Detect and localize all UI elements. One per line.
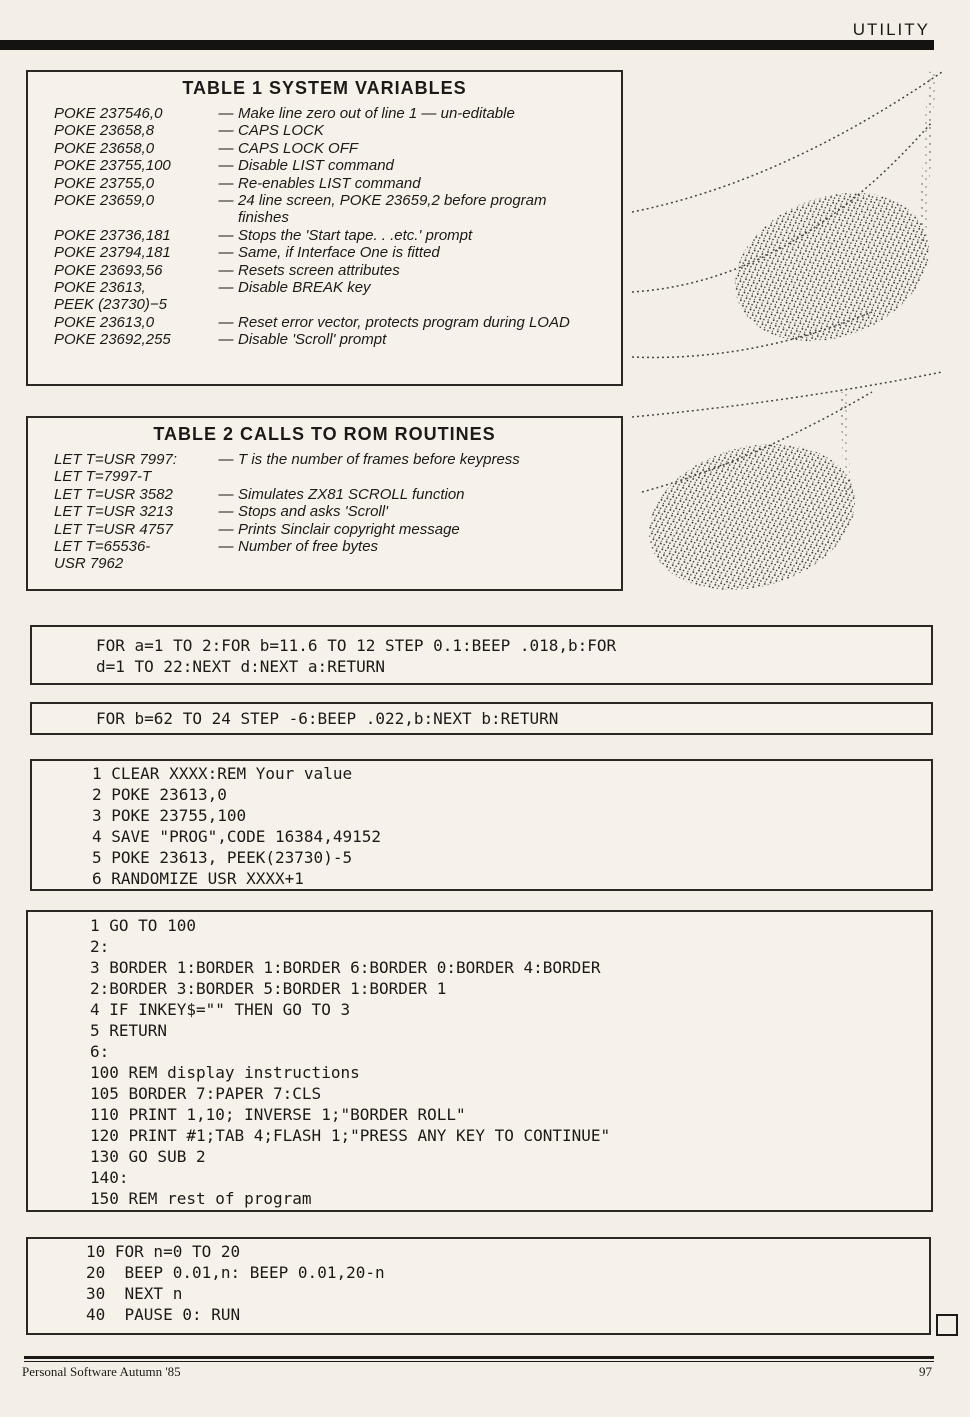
table-description: Re-enables LIST command	[238, 174, 421, 192]
table-row	[28, 192, 621, 227]
table-row	[28, 555, 621, 572]
table-code: POKE 23692,255	[54, 331, 171, 349]
table-code: LET T=USR 3582	[54, 485, 173, 503]
code-line: 6 RANDOMIZE USR XXXX+1	[92, 869, 304, 888]
table-dash	[214, 555, 238, 572]
table-code: POKE 23794,181	[54, 244, 171, 262]
code-line: 6:	[90, 1042, 110, 1061]
table-row	[28, 468, 621, 485]
table-row	[28, 244, 621, 261]
table-description: Make line zero out of line 1 — un-editable	[238, 105, 515, 122]
table-description: T is the number of frames before keypress	[238, 451, 520, 468]
table-dash: —	[218, 520, 234, 538]
table-row	[28, 279, 621, 296]
table-dash	[214, 468, 238, 485]
code-line: 4 IF INKEY$="" THEN GO TO 3	[90, 1000, 351, 1019]
code-line: 150 REM rest of program	[90, 1189, 312, 1208]
footer-rule-thin	[24, 1361, 934, 1362]
code-line: 40 PAUSE 0: RUN	[86, 1305, 241, 1324]
note-stem-upper	[922, 72, 932, 242]
music-notes-illustration	[632, 62, 952, 602]
table-dash: —	[218, 192, 234, 210]
table-code: LET T=USR 3213	[54, 503, 173, 521]
table-dash: —	[218, 485, 234, 503]
table-code: USR 7962	[54, 555, 124, 573]
table-description: Number of free bytes	[238, 538, 379, 556]
table-code: POKE 23658,8	[54, 122, 155, 140]
table-description: Same, if Interface One is fitted	[238, 244, 440, 262]
table-code: LET T=7997-T	[54, 468, 152, 486]
table-code: POKE 23613,	[54, 279, 146, 297]
table-code: LET T=65536-	[54, 538, 151, 556]
code-line: 5 POKE 23613, PEEK(23730)-5	[92, 848, 353, 867]
code-line: 5 RETURN	[90, 1021, 168, 1040]
table-description: Resets screen attributes	[238, 261, 400, 279]
table-dash: —	[218, 538, 234, 556]
table-dash: —	[218, 105, 234, 122]
table-dash: —	[218, 226, 234, 244]
code-line: 110 PRINT 1,10; INVERSE 1;"BORDER ROLL"	[90, 1105, 466, 1124]
code-line: FOR a=1 TO 2:FOR b=11.6 TO 12 STEP 0.1:BEEP .018,b:FOR	[96, 636, 617, 655]
table-description	[238, 468, 621, 485]
table-description: CAPS LOCK	[238, 122, 324, 140]
table-code: POKE 23755,100	[54, 157, 171, 175]
code-line: 1 CLEAR XXXX:REM Your value	[92, 764, 353, 783]
table-description: Disable LIST command	[238, 157, 394, 175]
table-code: POKE 23736,181	[54, 226, 171, 244]
listing5-box	[26, 1237, 931, 1335]
listing5-lines	[86, 1241, 929, 1325]
table-dash: —	[218, 174, 234, 192]
code-line: 130 GO SUB 2	[90, 1147, 206, 1166]
table-dash: —	[218, 244, 234, 262]
note-head-lower	[632, 422, 871, 602]
table-code: POKE 23693,56	[54, 261, 163, 279]
footer-publication: Personal Software Autumn '85	[22, 1364, 181, 1379]
table-description: Stops the 'Start tape. . .etc.' prompt	[238, 226, 473, 244]
code-line: 2:	[90, 937, 110, 956]
table-code: LET T=USR 4757	[54, 520, 173, 538]
table-description: 24 line screen, POKE 23659,2 before program finishes	[238, 192, 547, 227]
table-row	[28, 140, 621, 157]
table2-rows	[28, 451, 621, 573]
code-line: 140:	[90, 1168, 129, 1187]
listing4-box	[26, 910, 933, 1212]
table1-rows	[28, 105, 621, 349]
table-code: POKE 23659,0	[54, 192, 155, 210]
table2-box	[26, 416, 623, 591]
table-dash: —	[218, 331, 234, 349]
table-row	[28, 122, 621, 139]
code-line: 30 NEXT n	[86, 1284, 183, 1303]
table1-box	[26, 70, 623, 386]
end-of-article-mark	[936, 1314, 958, 1336]
code-line: 120 PRINT #1;TAB 4;FLASH 1;"PRESS ANY KEY TO CONTINUE"	[90, 1126, 611, 1145]
table-description: CAPS LOCK OFF	[238, 139, 359, 157]
footer-rule	[24, 1356, 934, 1359]
listing4-lines	[90, 915, 931, 1209]
table-row	[28, 538, 621, 555]
table-code: POKE 23755,0	[54, 174, 155, 192]
table-description: Disable BREAK key	[238, 279, 371, 297]
code-line: 105 BORDER 7:PAPER 7:CLS	[90, 1084, 322, 1103]
table-dash: —	[218, 503, 234, 521]
listing1-lines	[96, 635, 931, 677]
table-description: Prints Sinclair copyright message	[238, 520, 460, 538]
flourish-line-4	[632, 372, 942, 417]
code-line: 2 POKE 23613,0	[92, 785, 227, 804]
listing3-lines	[92, 763, 931, 889]
table-code: POKE 23658,0	[54, 139, 155, 157]
listing2-box	[30, 702, 933, 735]
table-dash: —	[218, 122, 234, 140]
table-code: PEEK (23730)−5	[54, 296, 167, 314]
table-dash: —	[218, 451, 234, 468]
table-row	[28, 331, 621, 348]
table-dash	[214, 296, 238, 313]
code-line: FOR b=62 TO 24 STEP -6:BEEP .022,b:NEXT b:RETURN	[96, 709, 559, 728]
table-description: Simulates ZX81 SCROLL function	[238, 485, 465, 503]
code-line: 10 FOR n=0 TO 20	[86, 1242, 241, 1261]
table-row	[28, 486, 621, 503]
table2-title: TABLE 2 CALLS TO ROM ROUTINES	[153, 424, 496, 444]
table-dash: —	[218, 139, 234, 157]
table-dash: —	[218, 279, 234, 297]
table-row	[28, 314, 621, 331]
table1-title: TABLE 1 SYSTEM VARIABLES	[182, 78, 467, 98]
listing2-lines	[96, 708, 931, 729]
code-line: 20 BEEP 0.01,n: BEEP 0.01,20-n	[86, 1263, 385, 1282]
table-description	[238, 296, 621, 313]
table-row	[28, 262, 621, 279]
listing3-box	[30, 759, 933, 891]
table-row	[28, 175, 621, 192]
page-number: 97	[919, 1364, 932, 1379]
table-code: LET T=USR 7997:	[54, 451, 177, 468]
code-line: 100 REM display instructions	[90, 1063, 360, 1082]
table-row	[28, 451, 621, 468]
code-line: d=1 TO 22:NEXT d:NEXT a:RETURN	[96, 657, 385, 676]
code-line: 1 GO TO 100	[90, 916, 196, 935]
flourish-line-1	[632, 72, 942, 212]
table-row	[28, 503, 621, 520]
code-line: 4 SAVE "PROG",CODE 16384,49152	[92, 827, 381, 846]
table-row	[28, 296, 621, 313]
note-head-upper	[714, 167, 950, 367]
table-code: POKE 23613,0	[54, 313, 155, 331]
section-label: UTILITY	[852, 20, 930, 39]
code-line: 2:BORDER 3:BORDER 5:BORDER 1:BORDER 1	[90, 979, 447, 998]
table-description	[238, 555, 621, 572]
table-description: Stops and asks 'Scroll'	[238, 503, 388, 521]
table-row	[28, 105, 621, 122]
table-row	[28, 227, 621, 244]
table-dash: —	[218, 157, 234, 175]
table-row	[28, 521, 621, 538]
table-description: Disable 'Scroll' prompt	[238, 331, 387, 349]
header-rule	[0, 40, 934, 50]
code-line: 3 POKE 23755,100	[92, 806, 247, 825]
code-line: 3 BORDER 1:BORDER 1:BORDER 6:BORDER 0:BORDER 4:BORDER	[90, 958, 601, 977]
table-description: Reset error vector, protects program during LOAD	[238, 313, 570, 331]
table-row	[28, 157, 621, 174]
table-dash: —	[218, 313, 234, 331]
table-code: POKE 237546,0	[54, 105, 163, 122]
table-dash: —	[218, 261, 234, 279]
listing1-box	[30, 625, 933, 685]
